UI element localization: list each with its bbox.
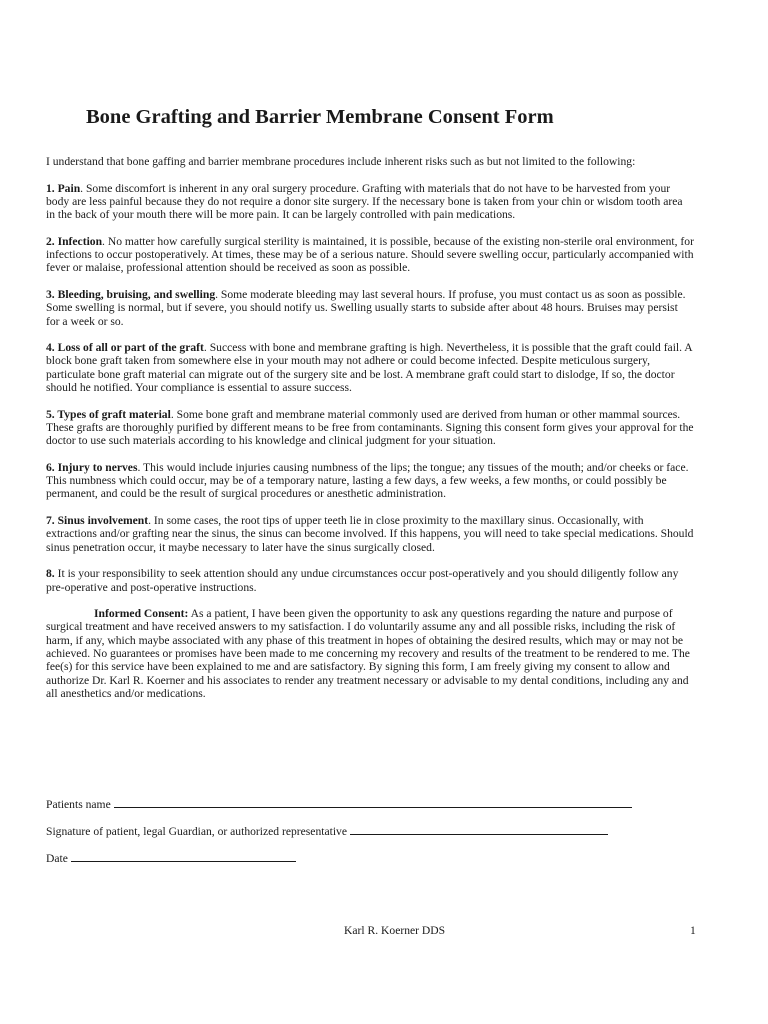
footer-author: Karl R. Koerner DDS bbox=[344, 924, 446, 937]
intro-paragraph: I understand that bone gaffing and barrier membrane procedures include inherent risks such as but not limited to the following: bbox=[46, 155, 636, 168]
patient-name-line[interactable] bbox=[114, 797, 632, 808]
signature-line[interactable] bbox=[350, 824, 608, 835]
risk-item-sinus bbox=[46, 514, 694, 554]
risk-text: . Success with bone and membrane grafting is high. Nevertheless, it is possible that the graft could fail. A block bone graft taken from somewhere else in your mouth may not adhere or could become infected. Despite meticulous surgery, particulate bone graft material can migrate out of the surgery site and be lost. A membrane graft could start to dislodge, If so, the doctor should he notified. Your compliance is essential to assure success. bbox=[46, 341, 693, 395]
date-line[interactable] bbox=[71, 851, 296, 862]
risk-text: . This would include injuries causing numbness of the lips; the tongue; any tissues of the mouth; and/or cheeks or face. This numbness which could occur, may be of a temporary nature, lasting a few days, a few weeks, a few months, or could possibly be permanent, and could be the result of surgical procedures or anesthetic administration. bbox=[46, 460, 689, 501]
risk-heading: 2. Infection bbox=[46, 234, 103, 248]
informed-consent-paragraph bbox=[46, 607, 694, 700]
risk-heading: 4. Loss of all or part of the graft bbox=[46, 341, 204, 355]
risk-heading: 6. Injury to nerves bbox=[46, 460, 138, 474]
risk-text: . In some cases, the root tips of upper teeth lie in close proximity to the maxillary sinus. Occasionally, with extractions and/or grafting near the sinus, the sinus can become involved. If this happens, you will need to take special medications. Should sinus penetration occur, it maybe necessary to later have the sinus surgically closed. bbox=[46, 514, 694, 554]
risk-heading: 7. Sinus involvement bbox=[46, 514, 149, 528]
consent-heading: Informed Consent: bbox=[94, 607, 189, 621]
risk-item-graft-material bbox=[46, 408, 694, 448]
risk-heading: 3. Bleeding, bruising, and swelling bbox=[46, 287, 216, 301]
risk-heading: 1. Pain bbox=[46, 181, 81, 195]
patient-name-field bbox=[46, 797, 632, 811]
risk-item-responsibility bbox=[46, 567, 694, 594]
risk-text: . Some discomfort is inherent in any oral surgery procedure. Grafting with materials that do not have to be harvested from your body are less painful because they do not require a donor site surgery. If the necessary bone is taken from your chin or wisdom tooth area in the back of your mouth there will be more pain. It can be largely controlled with pain medications. bbox=[46, 181, 683, 222]
risk-heading: 8. bbox=[46, 567, 55, 581]
page-number: 1 bbox=[690, 924, 696, 937]
risk-text: It is your responsibility to seek attention should any undue circumstances occur post-operatively and you should diligently follow any pre-operative and post-operative instructions. bbox=[46, 567, 679, 594]
risk-text: . No matter how carefully surgical sterility is maintained, it is possible, because of the existing non-sterile oral environment, for infections to occur postoperatively. At times, these may be of a serious nature. Should severe swelling occur, particularly accompanied with fever or malaise, professional attention should be received as soon as possible. bbox=[46, 234, 694, 275]
signature-field bbox=[46, 824, 608, 838]
risk-item-graft-loss bbox=[46, 341, 694, 394]
risk-item-infection bbox=[46, 235, 694, 275]
signature-label: Signature of patient, legal Guardian, or authorized representative bbox=[46, 825, 347, 838]
page-title: Bone Grafting and Barrier Membrane Consent Form bbox=[86, 106, 554, 128]
date-field bbox=[46, 851, 296, 865]
risk-text: . Some bone graft and membrane material commonly used are derived from human or other mammal sources. These grafts are thoroughly purified by different means to be free from contaminants. Signing this consent form gives your approval for the doctor to use such materials according to his knowledge and clinical judgment for your situation. bbox=[46, 407, 694, 448]
risk-text: . Some moderate bleeding may last several hours. If profuse, you must contact us as soon as possible. Some swelling is normal, but if severe, you should notify us. Swelling usually starts to subside after about 48 hours. Bruises may persist for a week or so. bbox=[46, 287, 686, 328]
consent-text: As a patient, I have been given the opportunity to ask any questions regarding the nature and purpose of surgical treatment and have received answers to my satisfaction. I do voluntarily assume any and all possible risks, including the risk of harm, if any, which maybe associated with any phase of this treatment in hopes of obtaining the desired results, which may or may not be achieved. No guarantees or promises have been made to me concerning my recovery and results of the treatment to be rendered to me. The fee(s) for this service have been explained to me and are satisfactory. By signing this form, I am freely giving my consent to allow and authorize Dr. Karl R. Koerner and his associates to render any treatment necessary or advisable to my dental conditions, including any and all anesthetics and/or medications. bbox=[46, 607, 690, 700]
risk-item-nerve-injury bbox=[46, 461, 694, 501]
date-label: Date bbox=[46, 852, 68, 865]
patient-name-label: Patients name bbox=[46, 798, 111, 811]
risk-heading: 5. Types of graft material bbox=[46, 407, 171, 421]
risk-item-pain bbox=[46, 182, 694, 222]
risk-item-bleeding bbox=[46, 288, 694, 328]
form-body bbox=[46, 155, 694, 713]
